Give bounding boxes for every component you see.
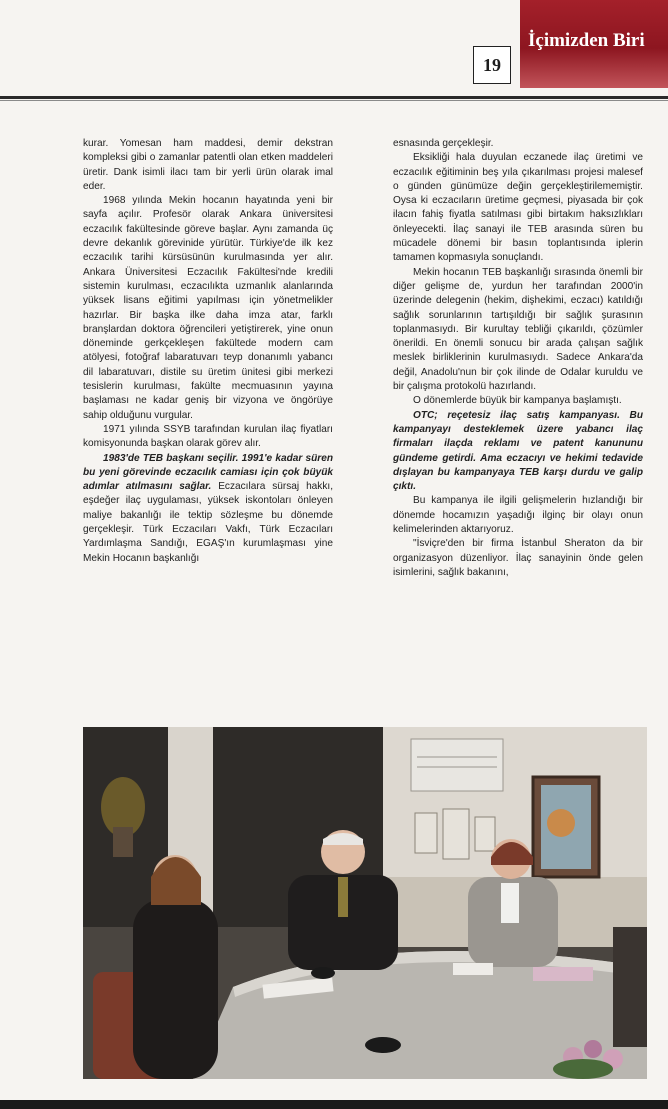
paragraph: Mekin hocanın TEB başkanlığı sırasında önemli bir diğer gelişme de, yurdun her tarafından 2000'in üzerinde delegenin (hekim, dişhekimi, eczacı) katıldığı sağlık sorunlarının tartışıldığı bir sağlık şurasının toplanmasıydı. Bir kurultay tebliği çıkarıldı, çözümler önerildi. En önemli sonucu bir arada çalışan sağlık meslek birliklerinin kurulmasıydı. Sadece Ankara'da değil, Anadolu'nun bir çok ilinde de Odalar kuruldu ve bir çalışma protokolü hazırlandı. bbox=[393, 266, 643, 393]
bottom-bar bbox=[0, 1100, 668, 1109]
header-rule-thin bbox=[0, 100, 668, 101]
paragraph: 1971 yılında SSYB tarafından kurulan ilaç fiyatları komisyonunda başkan olarak görev alır. bbox=[83, 423, 333, 450]
paragraph: esnasında gerçekleşir. bbox=[393, 138, 494, 149]
paragraph: O dönemlerde büyük bir kampanya başlamıştı. bbox=[413, 395, 622, 407]
emphasis-paragraph: OTC; reçetesiz ilaç satış kampanyası. Bu kampanyayı desteklemek üzere yabancı ilaç firmaları ilaçda reklamı ve patent kanununu gündeme getirdi. Ama eczacıyı ve hekimi tedavide dışlayan bu kampanyaya TEB karşı durdu ve galip çıktı. bbox=[393, 409, 643, 493]
section-label: İçimizden Biri bbox=[528, 30, 645, 51]
paragraph: "İsviçre'den bir firma İstanbul Sheraton da bir organizasyon düzenliyor. İlaç sanayinin önde gelen isimlerini, sağlık bakanını, bbox=[393, 538, 643, 578]
left-column bbox=[83, 137, 333, 566]
paragraph-emphasis bbox=[83, 452, 333, 566]
paragraph: 1968 yılında Mekin hocanın hayatında yeni bir sayfa açılır. Profesör olarak Ankara üniversitesi eczacılık fakültesinde göreve başlar. Aynı zamanda üç devre dekanlık görevinide yürütür. Türkiye'de ilk kez eczacılık tarihi kürsüsünün kurulmasında yer alır. Ankara Üniversitesi Eczacılık Fakültesi'nde kredili sistemin kurulması, eczacılıkta uzmanlık alanlarında yüksek lisans eğitimi yapılması için yönetmelikler hazırlar. Bir başka ilke daha imza atar, farklı branşlardan doktora öğrencileri yetiştirerek, yine onun döneminde gerkçekleşen fakültede modern cam atölyesi, fotoğraf labaratuvarı teyp donanımlı yabancı dil labaratuvarı, distile su üretim ünitesi gibi merkezi tesislerin kurulması, fakülte mecmuasının yayına başlaması ne kadar geniş bir vizyona ve öngörüye sahip olduğunu vurgular. bbox=[83, 195, 333, 421]
page-number: 19 bbox=[473, 46, 511, 84]
paragraph: Bu kampanya ile ilgili gelişmelerin hızlandığı bir dönemde hocamızın yaşadığı ilginç bir olayı onun kelimelerinden aktarıyoruz. bbox=[393, 495, 643, 536]
paragraph-text: Eczacılara sürsaj hakkı, eşdeğer ilaç uygulaması, yüksek iskontoları önleyen maliye bakanlığı ile tektip sözleşme bu dönemde gerçekleşir. Türk Eczacıları Vakfı, Türk Eczacıları Yardımlaşma Sandığı, EGAŞ'ın kurumlaşması yine Mekin Hocanın başkanlığı bbox=[83, 481, 333, 564]
right-column bbox=[393, 137, 643, 580]
emphasis-text: 1983'de TEB başkanı seçilir. 1991'e kadar süren bu yeni görevinde eczacılık camiası için çok büyük adımlar atılmasını sağlar. bbox=[83, 452, 333, 493]
meeting-photo bbox=[83, 727, 647, 1079]
paragraph: Eksikliği hala duyulan eczanede ilaç üretimi ve eczacılık eğitiminin beş yıla çıkarılması projesi malesef o günden günümüze değin gerçekleştirilememiştir. Oysa ki eczacıların üretime geçmesi, piyasada bir çok ilacın fahiş fiyatla satılması gibi birtakım haksızlıkları önleyecekti. İlaç sanayi ile TEB arasında süren bu mücadele dönemi bir basın toplantısında iplerin tamamen kopmasıyla sonuçlandı. bbox=[393, 152, 643, 264]
header-rule bbox=[0, 96, 668, 99]
paragraph: kurar. Yomesan ham maddesi, demir dekstran kompleksi gibi o zamanlar patentli olan etken maddeleri üretir. Dank isimli ilacı tam bir yerli ürün olarak imal eder. bbox=[83, 138, 333, 192]
